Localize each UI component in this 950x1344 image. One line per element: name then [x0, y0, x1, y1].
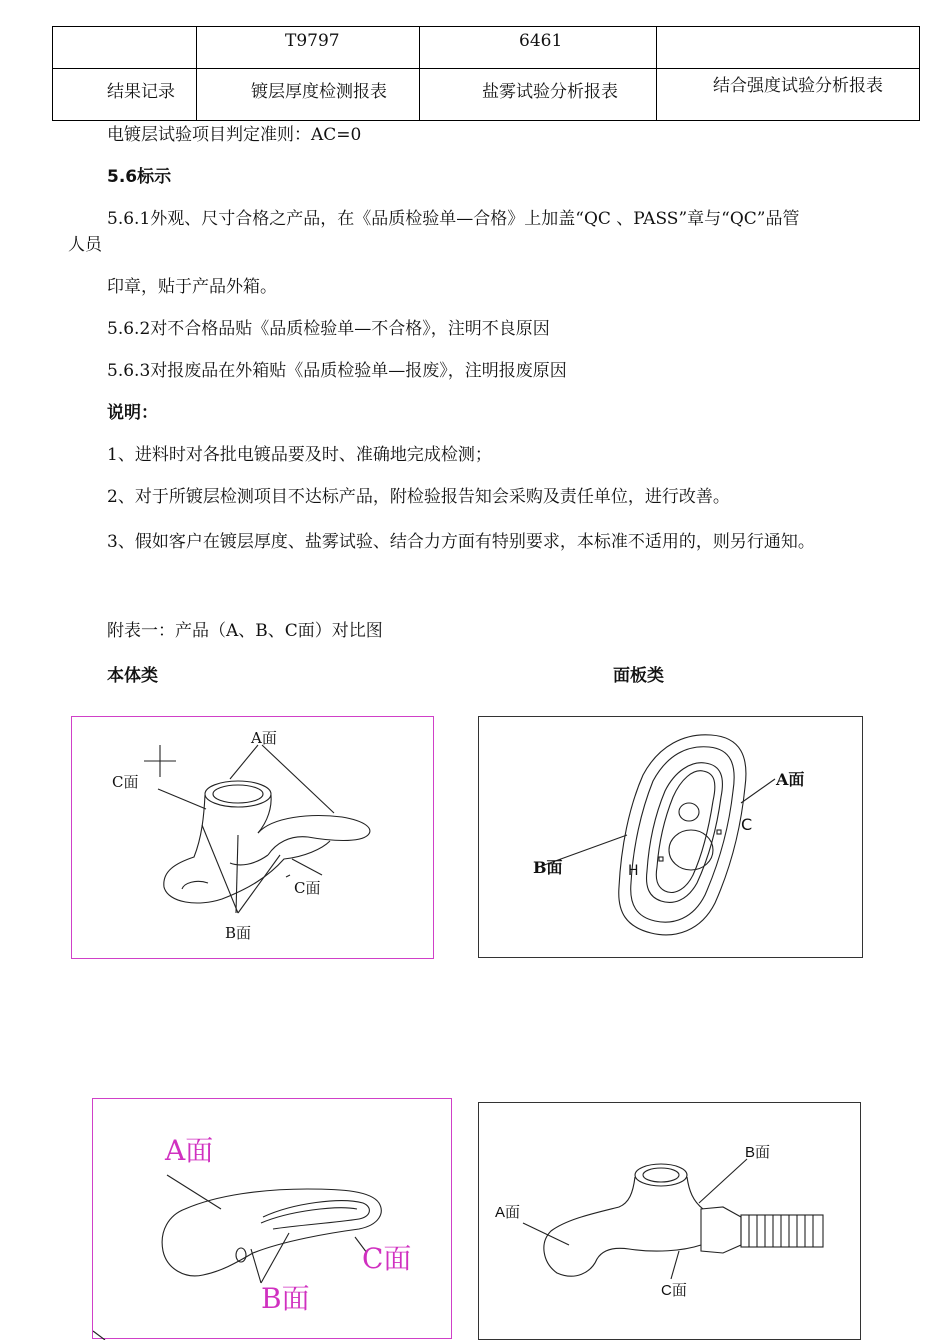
fig3-label-b: B面	[261, 1282, 310, 1315]
fig2-label-b: B面	[533, 858, 563, 877]
category-panel: 面板类	[613, 666, 664, 686]
table-row-divider	[53, 68, 919, 69]
fig1-label-c-right: C面	[294, 879, 321, 897]
spout-drawing	[479, 1103, 862, 1341]
category-body: 本体类	[107, 666, 158, 686]
criteria-line: 电镀层试验项目判定准则：AC=0	[107, 125, 362, 145]
fig3-label-a: A面	[165, 1134, 214, 1167]
note-3: 3、假如客户在镀层厚度、盐雾试验、结合力方面有特别要求，本标准不适用的，则另行通知。	[107, 532, 815, 552]
item-5-6-3: 5.6.3对报废品在外箱贴《品质检验单—报废》，注明报废原因	[107, 361, 567, 381]
fig1-label-a: A面	[251, 729, 277, 747]
fig1-label-c-left: C面	[112, 773, 139, 791]
section-heading: 5.6标示	[107, 167, 172, 187]
table-cell-t9797: T9797	[285, 31, 340, 51]
item-5-6-1: 5.6.1外观、尺寸合格之产品，在《品质检验单—合格》上加盖“QC 、PASS”章与“QC”品管	[107, 209, 800, 229]
fig3-label-c: C面	[362, 1242, 412, 1275]
table-cell-thickness-report: 镀层厚度检测报表	[251, 82, 387, 102]
appendix-title: 附表一：产品（A、B、C面）对比图	[107, 621, 383, 641]
fig4-label-a: A面	[495, 1204, 521, 1221]
panel-drawing	[479, 717, 864, 959]
fig4-label-c: C面	[661, 1282, 687, 1299]
item-5-6-2: 5.6.2对不合格品贴《品质检验单—不合格》，注明不良原因	[107, 319, 550, 339]
item-5-6-1-continuation: 人员	[68, 235, 102, 255]
fig2-label-a: A面	[776, 770, 805, 789]
table-col-divider	[656, 27, 657, 120]
figure-handle	[92, 1098, 452, 1339]
fig2-label-c: C	[741, 815, 753, 834]
table-cell-result-record: 结果记录	[107, 82, 175, 102]
fig2-label-h: H	[628, 863, 639, 879]
item-5-6-1-continuation-2: 印章，贴于产品外箱。	[107, 277, 277, 297]
table-col-divider	[196, 27, 197, 120]
note-2: 2、对于所镀层检测项目不达标产品，附检验报告知会采购及责任单位，进行改善。	[107, 487, 730, 507]
table-cell-adhesion-report: 结合强度试验分析报表	[713, 76, 883, 96]
table-cell-salt-spray-report: 盐雾试验分析报表	[482, 82, 618, 102]
fig4-label-b: B面	[745, 1144, 771, 1161]
notes-heading: 说明：	[107, 403, 158, 423]
note-1: 1、进料时对各批电镀品要及时、准确地完成检测；	[107, 445, 492, 465]
table-cell-6461: 6461	[519, 31, 563, 51]
faucet-drawing	[72, 717, 435, 960]
fig1-label-b: B面	[225, 924, 252, 942]
figure-body-faucet	[71, 716, 434, 959]
figure-panel	[478, 716, 863, 958]
result-table	[52, 26, 920, 121]
table-col-divider	[419, 27, 420, 120]
figure-spout	[478, 1102, 861, 1340]
